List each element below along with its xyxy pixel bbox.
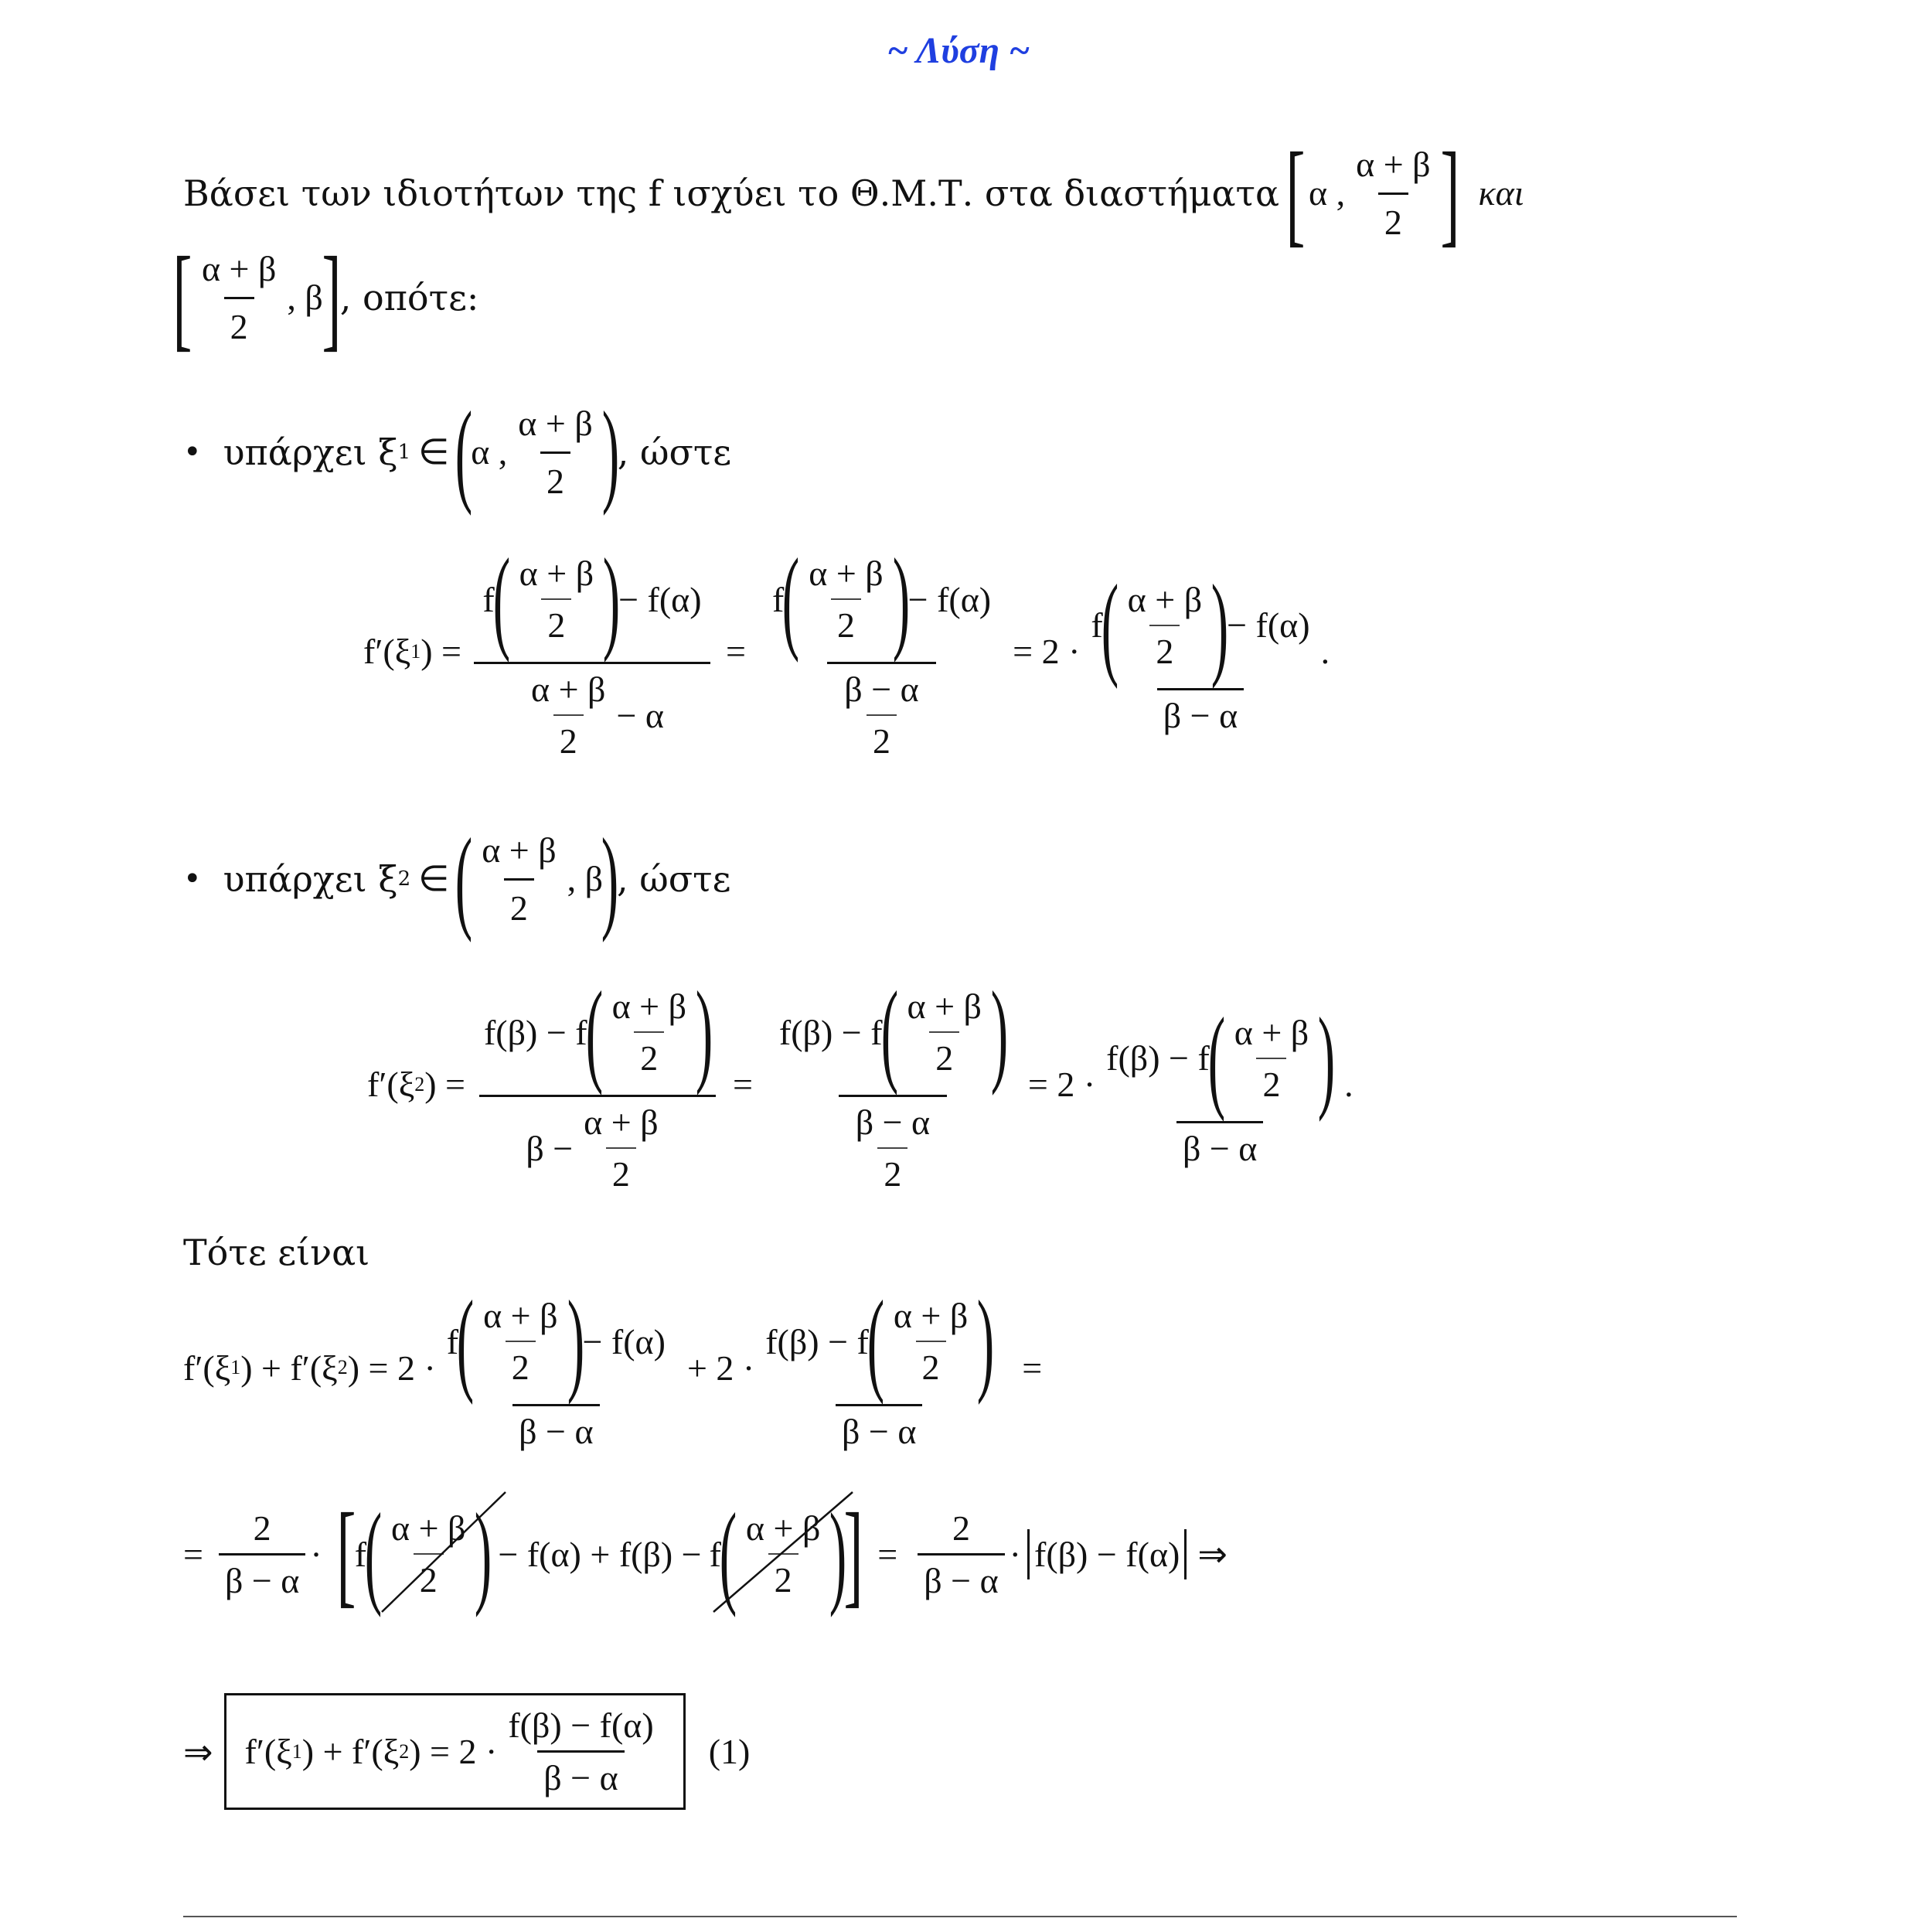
lhs: f′(ξ bbox=[363, 632, 411, 671]
equals-two-times: = 2 · bbox=[1027, 1065, 1096, 1104]
frac-den: 2 bbox=[634, 1031, 664, 1078]
subscript-2: 2 bbox=[337, 1356, 348, 1378]
right-paren: ) bbox=[892, 535, 910, 663]
such-that: , ώστε bbox=[617, 431, 732, 473]
interval-alpha: α , bbox=[1309, 173, 1346, 213]
frac-num: 2 bbox=[952, 1508, 970, 1548]
bottom-divider bbox=[183, 1916, 1737, 1917]
f-beta-minus-f: f(β) − f bbox=[778, 1012, 883, 1052]
lhs-mid: ) + f′(ξ bbox=[240, 1348, 338, 1388]
fraction-a-numerator bbox=[476, 535, 707, 663]
right-paren: ) bbox=[695, 968, 713, 1096]
frac-num: α + β bbox=[530, 670, 606, 709]
f: f bbox=[771, 579, 785, 619]
left-paren: ( bbox=[867, 1277, 885, 1406]
left-paren: ( bbox=[1101, 561, 1119, 690]
inner-fraction bbox=[802, 553, 889, 646]
equals: = bbox=[725, 632, 746, 671]
fraction-a bbox=[478, 968, 717, 1194]
left-paren: ( bbox=[880, 968, 898, 1096]
frac-den: 2 bbox=[553, 714, 584, 762]
equals: = bbox=[732, 1065, 753, 1104]
fraction-a-plus-b-over-2 bbox=[196, 246, 282, 350]
fraction-a-plus-b-over-2 bbox=[1350, 141, 1436, 246]
frac-num: α + β bbox=[482, 830, 557, 870]
left-paren: ( bbox=[492, 535, 510, 663]
fraction-left bbox=[441, 1277, 672, 1452]
frac-den: 2 bbox=[916, 1341, 946, 1388]
interval bbox=[455, 388, 619, 516]
frac-den: β − α bbox=[918, 1553, 1004, 1601]
interval-alpha: α , bbox=[471, 432, 508, 472]
left-paren: ( bbox=[455, 815, 473, 943]
then-text: , οπότε: bbox=[339, 277, 479, 319]
middle-terms: − f(α) + f(β) − bbox=[498, 1534, 702, 1574]
then-text: Τότε είναι bbox=[183, 1232, 370, 1273]
frac-num: α + β bbox=[611, 986, 687, 1026]
frac-den: 2 bbox=[1149, 625, 1180, 672]
inner-fraction bbox=[477, 1295, 564, 1388]
fraction-left-numerator bbox=[441, 1277, 672, 1406]
fraction-right-denominator: β − α bbox=[836, 1404, 922, 1452]
and-word: και bbox=[1478, 173, 1524, 213]
minus-f-alpha: − f(α) bbox=[1227, 605, 1310, 645]
result-box bbox=[224, 1693, 686, 1810]
frac-den: 2 bbox=[877, 1147, 907, 1194]
inner-fraction bbox=[606, 986, 693, 1078]
left-paren: ( bbox=[456, 1277, 475, 1406]
left-paren: ( bbox=[364, 1490, 383, 1618]
frac-num: α + β bbox=[1127, 579, 1203, 619]
minus-f-alpha: − f(α) bbox=[618, 579, 702, 619]
subscript: 1 bbox=[397, 441, 411, 464]
frac-num: f(β) − f(α) bbox=[508, 1705, 654, 1745]
sum-equation bbox=[183, 1277, 1043, 1452]
left-bracket: [ bbox=[172, 233, 192, 362]
f: f bbox=[446, 1321, 459, 1361]
bullet-icon: • bbox=[183, 861, 202, 897]
frac-num: α + β bbox=[1356, 144, 1431, 184]
simplify-equation bbox=[183, 1490, 1227, 1618]
right-paren: ) bbox=[601, 388, 619, 516]
fraction-c bbox=[1084, 561, 1316, 736]
frac-num: α + β bbox=[907, 986, 982, 1026]
right-paren: ) bbox=[1317, 993, 1336, 1123]
frac-den: 2 bbox=[606, 1147, 636, 1194]
bracket-content: f(β) − f(α) bbox=[1034, 1534, 1180, 1574]
left-paren: ( bbox=[782, 535, 800, 663]
right-paren: ) bbox=[602, 535, 621, 663]
right-paren: ) bbox=[990, 968, 1009, 1096]
result-equation bbox=[183, 1693, 750, 1810]
inner-fraction bbox=[1122, 579, 1208, 672]
strike-line-icon bbox=[706, 1488, 860, 1620]
f-beta-minus-f: f(β) − f bbox=[765, 1321, 869, 1361]
frac-num: α + β bbox=[518, 403, 593, 443]
right-paren: ) bbox=[567, 1277, 584, 1406]
frac-den: 2 bbox=[540, 451, 570, 505]
frac-den: β − α bbox=[537, 1750, 624, 1798]
equals-lead: = bbox=[183, 1534, 203, 1574]
lhs-end: ) = 2 · bbox=[409, 1732, 498, 1771]
inner-fraction bbox=[901, 986, 988, 1078]
left-paren: ( bbox=[455, 388, 473, 516]
equation-2 bbox=[367, 968, 1353, 1194]
fraction-c-numerator bbox=[1084, 561, 1316, 690]
two-over-ba bbox=[219, 1508, 305, 1601]
fraction-a-denominator bbox=[479, 1095, 715, 1194]
inner-fraction bbox=[525, 669, 611, 762]
lhs: f′(ξ bbox=[244, 1732, 292, 1771]
inner-fraction bbox=[850, 1102, 936, 1194]
interval-1 bbox=[1285, 129, 1460, 257]
fraction-c bbox=[1100, 993, 1340, 1169]
fraction-a bbox=[474, 535, 710, 762]
frac-num: α + β bbox=[201, 248, 277, 288]
times-dot: · bbox=[310, 1534, 322, 1574]
frac-den: 2 bbox=[1256, 1058, 1286, 1105]
lhs-end: ) = 2 · bbox=[347, 1348, 436, 1388]
right-bracket: ] bbox=[1440, 129, 1460, 257]
frac-den: 2 bbox=[1378, 193, 1408, 246]
implies-arrow: ⇒ bbox=[1197, 1535, 1227, 1574]
subscript: 2 bbox=[397, 867, 411, 891]
frac-den: 2 bbox=[831, 598, 861, 646]
element-of: ∈ bbox=[418, 432, 450, 472]
intro-line-1 bbox=[183, 129, 1524, 257]
equals: = bbox=[1022, 1348, 1043, 1388]
right-paren: ) bbox=[977, 1277, 995, 1406]
equation-label: (1) bbox=[708, 1732, 751, 1771]
fraction-b-numerator bbox=[773, 968, 1013, 1096]
plus-two-times: + 2 · bbox=[686, 1348, 755, 1388]
frac-den: 2 bbox=[929, 1031, 959, 1078]
two-over-ba bbox=[918, 1508, 1004, 1601]
subscript: 1 bbox=[410, 639, 421, 663]
left-bracket: [ bbox=[336, 1490, 356, 1618]
frac-num: α + β bbox=[584, 1102, 659, 1142]
intro-text: Βάσει των ιδιοτήτων της f ισχύει το Θ.Μ.Τ. στα διαστήματα bbox=[183, 172, 1280, 214]
fraction-a-plus-b-over-2 bbox=[512, 400, 598, 505]
result-fraction bbox=[502, 1705, 659, 1798]
frac-num: α + β bbox=[519, 554, 594, 593]
fraction-c-denominator: β − α bbox=[1157, 688, 1244, 736]
period: . bbox=[1320, 632, 1330, 671]
strike-line-icon bbox=[374, 1488, 513, 1620]
minus-alpha: − α bbox=[616, 695, 664, 735]
bullet-2 bbox=[183, 815, 731, 943]
fraction-a-denominator bbox=[474, 662, 710, 762]
fraction-c-denominator: β − α bbox=[1176, 1121, 1263, 1169]
fraction-b bbox=[773, 968, 1013, 1194]
frac-num: α + β bbox=[483, 1296, 558, 1335]
page-title: ~ Λύση ~ bbox=[887, 30, 1030, 71]
frac-num: β − α bbox=[855, 1102, 931, 1142]
fraction-b-denominator bbox=[839, 1095, 947, 1194]
frac-num: α + β bbox=[390, 1508, 466, 1548]
minus-f-alpha: − f(α) bbox=[907, 579, 992, 619]
frac-den: 2 bbox=[414, 1553, 444, 1600]
fraction-left-denominator: β − α bbox=[512, 1404, 599, 1452]
element-of: ∈ bbox=[418, 859, 450, 898]
intro-line-2 bbox=[172, 233, 479, 362]
right-bracket: ] bbox=[322, 233, 342, 362]
left-paren: ( bbox=[1207, 993, 1226, 1123]
f-beta-minus-f: f(β) − f bbox=[483, 1012, 587, 1052]
exists-text: υπάρχει ξ bbox=[223, 431, 398, 473]
subscript-1: 1 bbox=[230, 1356, 241, 1378]
right-paren: ) bbox=[1210, 561, 1229, 690]
right-paren: ) bbox=[601, 815, 619, 943]
fraction-a-plus-b-over-2 bbox=[475, 827, 562, 932]
frac-den: 2 bbox=[504, 878, 534, 932]
fraction-right-numerator bbox=[759, 1277, 999, 1406]
equals: = bbox=[877, 1534, 898, 1574]
inner-fraction bbox=[887, 1295, 974, 1388]
frac-num: β − α bbox=[844, 670, 919, 709]
inner-fraction bbox=[513, 553, 600, 646]
inner-fraction bbox=[1228, 1012, 1315, 1105]
frac-den: 2 bbox=[541, 598, 571, 646]
lhs: f′(ξ bbox=[183, 1348, 231, 1388]
fraction-a-numerator bbox=[478, 968, 717, 1096]
frac-num: α + β bbox=[1234, 1012, 1309, 1052]
frac-num: α + β bbox=[745, 1508, 821, 1548]
interval-beta: , β bbox=[567, 859, 604, 898]
bullet-1 bbox=[183, 388, 732, 516]
frac-den: 2 bbox=[224, 297, 254, 350]
right-paren: ) bbox=[829, 1490, 847, 1618]
lhs-end: ) = bbox=[424, 1065, 465, 1104]
f: f bbox=[354, 1534, 367, 1574]
frac-den: 2 bbox=[506, 1341, 536, 1388]
beta-minus: β − bbox=[526, 1128, 574, 1168]
fraction-c-numerator bbox=[1100, 993, 1340, 1123]
subscript-2: 2 bbox=[399, 1739, 410, 1763]
times-dot: · bbox=[1009, 1534, 1021, 1574]
subscript: 2 bbox=[414, 1072, 425, 1095]
minus-f-alpha: − f(α) bbox=[582, 1321, 666, 1361]
lhs-end: ) = bbox=[421, 632, 461, 671]
left-paren: ( bbox=[585, 968, 603, 1096]
f: f bbox=[709, 1534, 721, 1574]
inner-fraction bbox=[838, 669, 924, 762]
f: f bbox=[1091, 605, 1103, 645]
implies-arrow: ⇒ bbox=[183, 1732, 213, 1772]
right-bracket: ] bbox=[843, 1490, 863, 1618]
f-beta-minus-f: f(β) − f bbox=[1106, 1038, 1210, 1078]
such-that: , ώστε bbox=[617, 858, 731, 900]
equals-two-times: = 2 · bbox=[1013, 632, 1081, 671]
inner-fraction bbox=[577, 1102, 664, 1194]
bracket-term bbox=[1027, 1529, 1187, 1579]
frac-num: α + β bbox=[809, 554, 884, 593]
interval-beta: , β bbox=[287, 278, 323, 317]
frac-num: 2 bbox=[253, 1508, 271, 1548]
bullet-icon: • bbox=[183, 434, 202, 470]
period: . bbox=[1344, 1065, 1353, 1104]
fraction-b-denominator bbox=[827, 662, 935, 762]
frac-den: 2 bbox=[867, 714, 897, 762]
fraction-b-numerator bbox=[766, 535, 997, 663]
lhs-mid: ) + f′(ξ bbox=[301, 1732, 400, 1771]
left-paren: ( bbox=[719, 1490, 737, 1618]
exists-text: υπάρχει ξ bbox=[223, 858, 398, 900]
left-bracket: [ bbox=[1285, 129, 1306, 257]
fraction-b bbox=[766, 535, 997, 762]
lhs: f′(ξ bbox=[367, 1065, 415, 1104]
right-paren: ) bbox=[475, 1490, 492, 1618]
equation-1 bbox=[363, 535, 1330, 762]
frac-den: β − α bbox=[219, 1553, 305, 1601]
interval bbox=[455, 815, 619, 943]
frac-num: α + β bbox=[893, 1296, 969, 1335]
f: f bbox=[482, 579, 495, 619]
frac-den: 2 bbox=[768, 1553, 798, 1600]
subscript-1: 1 bbox=[291, 1739, 302, 1763]
cancelled-term-1 bbox=[364, 1490, 492, 1618]
fraction-right bbox=[759, 1277, 999, 1452]
cancelled-term-2 bbox=[719, 1490, 847, 1618]
